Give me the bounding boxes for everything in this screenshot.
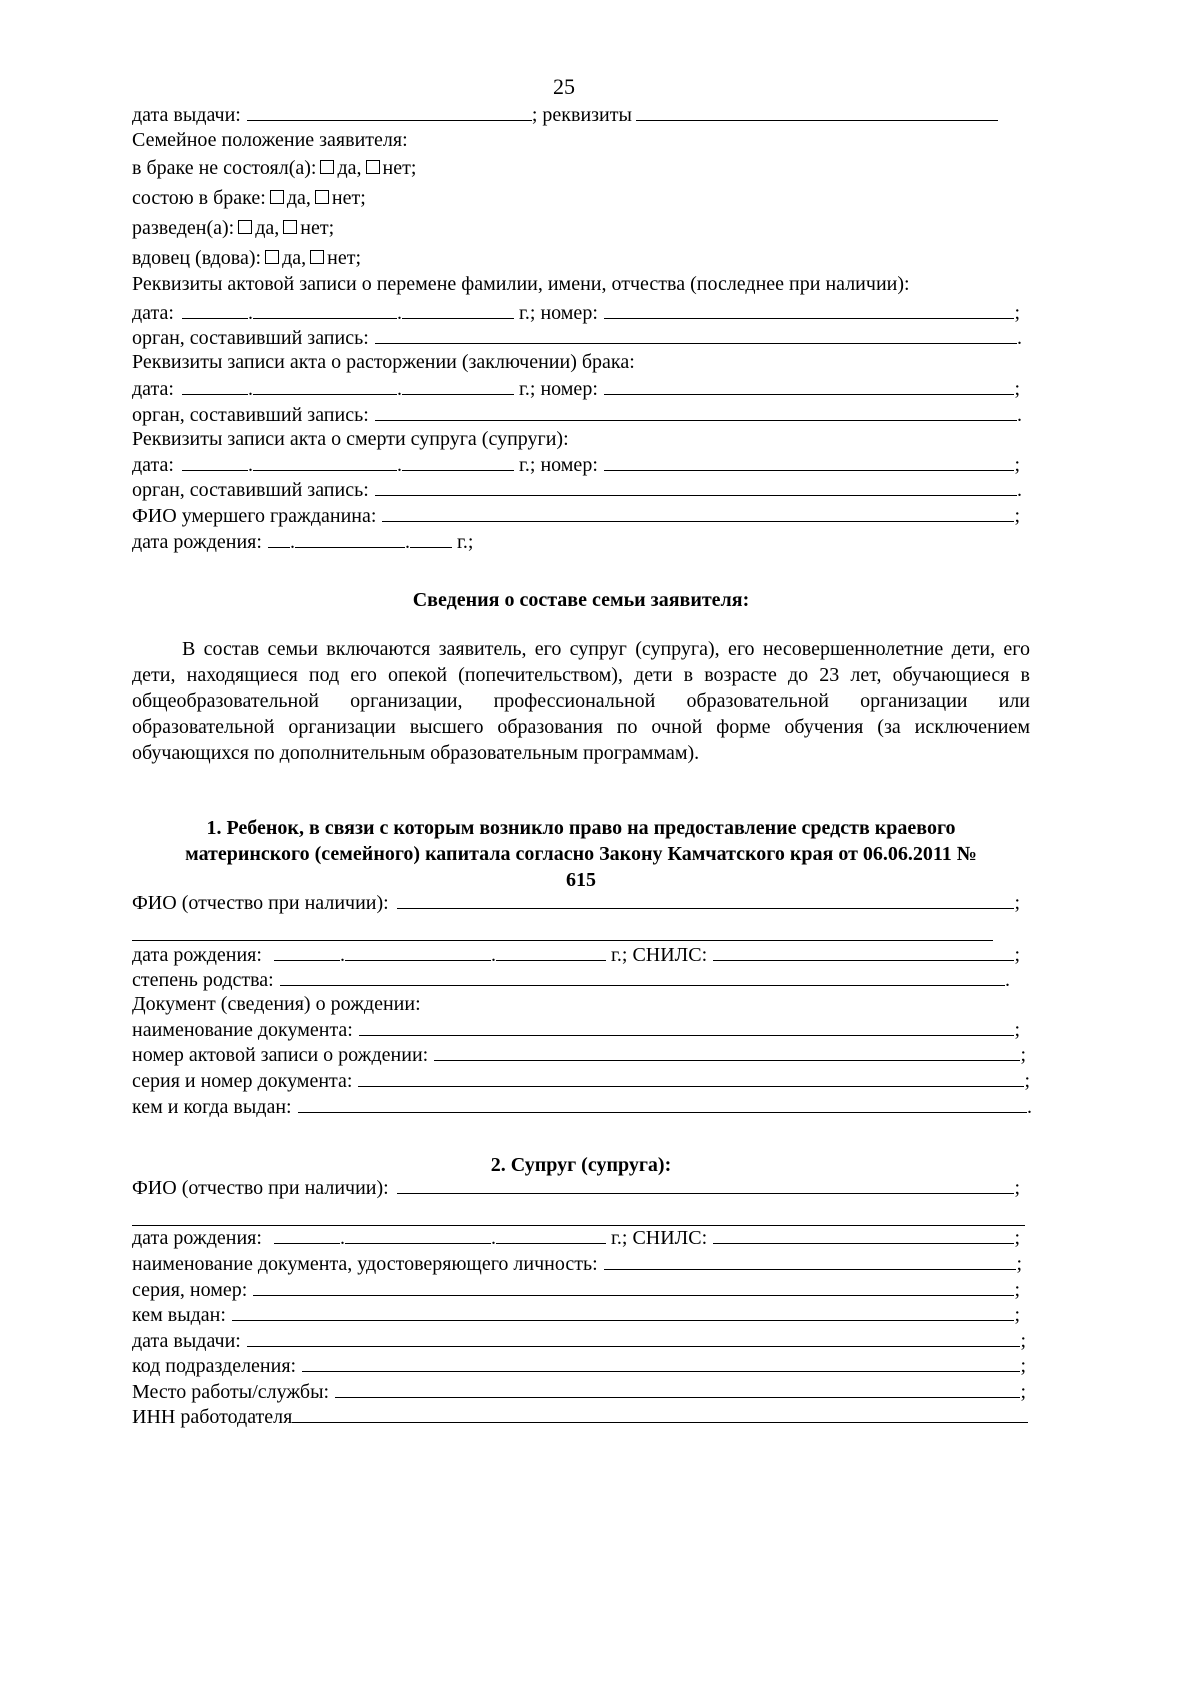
label: нет; bbox=[331, 187, 366, 209]
label: ИНН работодателя bbox=[132, 1406, 293, 1428]
month-field[interactable] bbox=[345, 1225, 491, 1244]
issued-by-row bbox=[132, 1094, 1032, 1118]
checkbox-no[interactable] bbox=[310, 250, 324, 264]
semicolon: ; bbox=[1014, 1227, 1020, 1249]
dot: . bbox=[490, 1227, 496, 1249]
record-number-row bbox=[132, 1042, 1026, 1066]
organ-row bbox=[132, 477, 1022, 501]
checkbox-yes[interactable] bbox=[270, 190, 284, 204]
dot: . bbox=[1027, 1096, 1032, 1118]
organ-field[interactable] bbox=[375, 325, 1017, 344]
spouse-issued-by-row bbox=[132, 1302, 1020, 1326]
label: г.; номер: bbox=[513, 454, 598, 476]
record-number-field[interactable] bbox=[434, 1042, 1020, 1061]
label: кем и когда выдан: bbox=[132, 1096, 292, 1118]
series-row bbox=[132, 1277, 1020, 1301]
label: дата выдачи: bbox=[132, 1330, 241, 1352]
label: серия и номер документа: bbox=[132, 1070, 353, 1092]
label: номер актовой записи о рождении: bbox=[132, 1044, 429, 1066]
month-field[interactable] bbox=[253, 452, 397, 471]
year-field[interactable] bbox=[410, 529, 452, 548]
label: разведен(а): bbox=[132, 217, 235, 239]
dot: . bbox=[1005, 969, 1010, 991]
issued-by-field[interactable] bbox=[298, 1094, 1027, 1113]
label: код подразделения: bbox=[132, 1355, 297, 1377]
death-title: Реквизиты записи акта о смерти супруга (супруги): bbox=[132, 428, 569, 450]
label: кем выдан: bbox=[132, 1304, 226, 1326]
name-change-title: Реквизиты актовой записи о перемене фамилии, имени, отчества (последнее при наличии): bbox=[132, 273, 910, 295]
marital-option-row bbox=[132, 246, 361, 270]
day-field[interactable] bbox=[182, 452, 248, 471]
number-field[interactable] bbox=[604, 452, 1015, 471]
label: дата рождения: bbox=[132, 531, 262, 553]
label: нет; bbox=[382, 157, 417, 179]
marital-option-row bbox=[132, 186, 366, 210]
dot: . bbox=[289, 531, 295, 553]
label: дата выдачи: bbox=[132, 104, 241, 126]
label: дата рождения: bbox=[132, 944, 262, 966]
dot: . bbox=[247, 378, 253, 400]
label: ; реквизиты bbox=[531, 104, 632, 126]
employer-inn-row bbox=[132, 1404, 1028, 1428]
spouse-fio-row bbox=[132, 1175, 1020, 1199]
spouse-title: 2. Супруг (супруга): bbox=[490, 1154, 672, 1176]
family-title: Сведения о составе семьи заявителя: bbox=[412, 589, 750, 611]
year-field[interactable] bbox=[402, 376, 514, 395]
organ-row bbox=[132, 325, 1022, 349]
requisites-field[interactable] bbox=[636, 102, 998, 121]
workplace-row bbox=[132, 1379, 1026, 1403]
day-field[interactable] bbox=[268, 529, 290, 548]
id-doc-field[interactable] bbox=[604, 1251, 1017, 1270]
child-fio-field[interactable] bbox=[397, 890, 1015, 909]
year-field[interactable] bbox=[402, 300, 514, 319]
dot: . bbox=[1017, 404, 1022, 426]
spouse-issued-by-field[interactable] bbox=[232, 1302, 1014, 1321]
child-fio-continuation-line[interactable] bbox=[132, 940, 993, 941]
marital-option-row bbox=[132, 156, 416, 180]
family-paragraph: В состав семьи включаются заявитель, его супруг (супруга), его несовершеннолетние дети, его дети, находящиеся под его опекой (попечительством), дети в возрасте до 23 лет, обучающиеся в общеобразовательной организации, профессиональной образовательной организации или образовательной организации высшего образования по очной форме обучения (за исключением обучающихся по дополнительным образовательным программам). bbox=[132, 638, 1030, 764]
marital-title: Семейное положение заявителя: bbox=[132, 129, 408, 151]
label: да, bbox=[286, 187, 311, 209]
month-field[interactable] bbox=[295, 529, 405, 548]
date-number-row bbox=[132, 376, 1020, 400]
deceased-fio-field[interactable] bbox=[382, 503, 1014, 522]
semicolon: ; bbox=[1014, 944, 1020, 966]
kinship-field[interactable] bbox=[280, 967, 1005, 986]
snils-field[interactable] bbox=[713, 1225, 1014, 1244]
semicolon: ; bbox=[1020, 1330, 1026, 1352]
label: г.; bbox=[451, 531, 474, 553]
label: да, bbox=[282, 247, 307, 269]
year-field[interactable] bbox=[496, 1225, 606, 1244]
marital-option-row bbox=[132, 216, 334, 240]
birth-doc-title: Документ (сведения) о рождении: bbox=[132, 993, 421, 1015]
label: степень родства: bbox=[132, 969, 274, 991]
semicolon: ; bbox=[1014, 1019, 1020, 1041]
dot: . bbox=[396, 302, 402, 324]
child-title-line: 615 bbox=[566, 869, 596, 891]
label: да, bbox=[337, 157, 362, 179]
dot: . bbox=[396, 378, 402, 400]
label: состою в браке: bbox=[132, 187, 266, 209]
checkbox-no[interactable] bbox=[315, 190, 329, 204]
dot: . bbox=[396, 454, 402, 476]
label: Место работы/службы: bbox=[132, 1381, 330, 1403]
semicolon: ; bbox=[1020, 1381, 1026, 1403]
day-field[interactable] bbox=[274, 1225, 340, 1244]
label: дата: bbox=[132, 454, 174, 476]
label: орган, составивший запись: bbox=[132, 479, 369, 501]
label: ФИО (отчество при наличии): bbox=[132, 892, 389, 914]
snils-field[interactable] bbox=[713, 942, 1014, 961]
doc-name-field[interactable] bbox=[359, 1017, 1015, 1036]
spouse-issue-date-field[interactable] bbox=[247, 1328, 1021, 1347]
doc-series-field[interactable] bbox=[358, 1068, 1024, 1087]
label: наименование документа: bbox=[132, 1019, 353, 1041]
page-number: 25 bbox=[553, 74, 575, 99]
spouse-issue-date-row bbox=[132, 1328, 1026, 1352]
deceased-fio-row bbox=[132, 503, 1020, 527]
checkbox-no[interactable] bbox=[366, 160, 380, 174]
month-field[interactable] bbox=[253, 300, 397, 319]
dot: . bbox=[1017, 327, 1022, 349]
day-field[interactable] bbox=[182, 300, 248, 319]
issue-date-field[interactable] bbox=[247, 102, 532, 121]
label: ФИО умершего гражданина: bbox=[132, 505, 377, 527]
checkbox-no[interactable] bbox=[283, 220, 297, 234]
doc-name-row bbox=[132, 1017, 1020, 1041]
year-field[interactable] bbox=[402, 452, 514, 471]
label: орган, составивший запись: bbox=[132, 327, 369, 349]
dot: . bbox=[404, 531, 410, 553]
month-field[interactable] bbox=[253, 376, 397, 395]
label: серия, номер: bbox=[132, 1279, 248, 1301]
label: да, bbox=[255, 217, 280, 239]
semicolon: ; bbox=[1014, 892, 1020, 914]
checkbox-yes[interactable] bbox=[265, 250, 279, 264]
label: орган, составивший запись: bbox=[132, 404, 369, 426]
label: г.; номер: bbox=[513, 302, 598, 324]
child-birth-row bbox=[132, 942, 1020, 966]
organ-field[interactable] bbox=[375, 402, 1017, 421]
semicolon: ; bbox=[1014, 454, 1020, 476]
label: ФИО (отчество при наличии): bbox=[132, 1177, 389, 1199]
dot: . bbox=[247, 454, 253, 476]
semicolon: ; bbox=[1014, 1279, 1020, 1301]
child-title-line: материнского (семейного) капитала согласно Закону Камчатского края от 06.06.2011 № bbox=[185, 843, 977, 865]
label: г.; СНИЛС: bbox=[605, 944, 708, 966]
semicolon: ; bbox=[1020, 1044, 1026, 1066]
employer-inn-field[interactable] bbox=[292, 1404, 1028, 1423]
spouse-fio-field[interactable] bbox=[397, 1175, 1015, 1194]
id-doc-row bbox=[132, 1251, 1022, 1275]
spouse-birth-row bbox=[132, 1225, 1020, 1249]
dot: . bbox=[490, 944, 496, 966]
label: нет; bbox=[300, 217, 335, 239]
semicolon: ; bbox=[1014, 1304, 1020, 1326]
year-field[interactable] bbox=[496, 942, 606, 961]
workplace-field[interactable] bbox=[335, 1379, 1020, 1398]
label: дата: bbox=[132, 378, 174, 400]
issue-date-row bbox=[132, 102, 998, 126]
label: дата рождения: bbox=[132, 1227, 262, 1249]
number-field[interactable] bbox=[604, 300, 1015, 319]
number-field[interactable] bbox=[604, 376, 1015, 395]
day-field[interactable] bbox=[182, 376, 248, 395]
semicolon: ; bbox=[1024, 1070, 1030, 1092]
label: г.; СНИЛС: bbox=[605, 1227, 708, 1249]
label: г.; номер: bbox=[513, 378, 598, 400]
dept-code-row bbox=[132, 1353, 1026, 1377]
semicolon: ; bbox=[1016, 1253, 1022, 1275]
date-number-row bbox=[132, 300, 1020, 324]
dot: . bbox=[339, 944, 345, 966]
divorce-title: Реквизиты записи акта о расторжении (заключении) брака: bbox=[132, 351, 635, 373]
label: дата: bbox=[132, 302, 174, 324]
day-field[interactable] bbox=[274, 942, 340, 961]
label: наименование документа, удостоверяющего личность: bbox=[132, 1253, 598, 1275]
semicolon: ; bbox=[1014, 302, 1020, 324]
kinship-row bbox=[132, 967, 1010, 991]
label: нет; bbox=[327, 247, 362, 269]
series-field[interactable] bbox=[253, 1277, 1014, 1296]
dot: . bbox=[339, 1227, 345, 1249]
label: в браке не состоял(а): bbox=[132, 157, 317, 179]
semicolon: ; bbox=[1014, 1177, 1020, 1199]
dot: . bbox=[247, 302, 253, 324]
checkbox-yes[interactable] bbox=[320, 160, 334, 174]
label: вдовец (вдова): bbox=[132, 247, 262, 269]
organ-field[interactable] bbox=[375, 477, 1017, 496]
doc-series-row bbox=[132, 1068, 1030, 1092]
checkbox-yes[interactable] bbox=[238, 220, 252, 234]
child-title-line: 1. Ребенок, в связи с которым возникло право на предоставление средств краевого bbox=[206, 817, 956, 839]
date-number-row bbox=[132, 452, 1020, 476]
organ-row bbox=[132, 402, 1022, 426]
month-field[interactable] bbox=[345, 942, 491, 961]
deceased-birth-row bbox=[132, 529, 473, 553]
dot: . bbox=[1017, 479, 1022, 501]
child-fio-row bbox=[132, 890, 1020, 914]
dept-code-field[interactable] bbox=[302, 1353, 1020, 1372]
semicolon: ; bbox=[1020, 1355, 1026, 1377]
semicolon: ; bbox=[1014, 378, 1020, 400]
semicolon: ; bbox=[1014, 505, 1020, 527]
